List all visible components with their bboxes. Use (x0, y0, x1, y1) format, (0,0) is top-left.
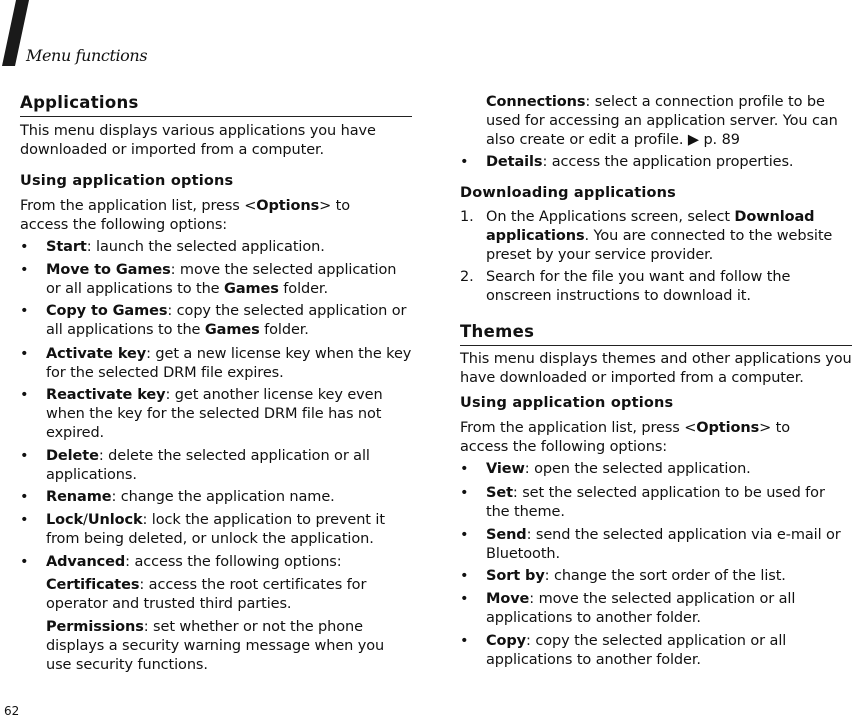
header-title: Menu functions (26, 46, 148, 65)
bullet-icon: • (460, 633, 469, 649)
list-item-advanced: • Advanced: access the following options: (20, 554, 342, 570)
list-item-delete: • Delete: delete the selected application or all applications. (20, 448, 370, 483)
header-bar-decoration (2, 0, 29, 66)
bullet-icon: • (460, 485, 469, 501)
step-2: 2. Search for the file you want and follow the onscreen instructions to download it. (460, 269, 791, 304)
list-item-lock-unlock: • Lock/Unlock: lock the application to prevent it from being deleted, or unlock the application. (20, 512, 385, 547)
app-options-heading: Using application options (20, 173, 234, 189)
bullet-icon: • (20, 262, 29, 278)
step-1: 1. On the Applications screen, select Download applications. You are connected to the website preset by your service provider. (460, 209, 833, 263)
sub-item-permissions: Permissions: set whether or not the phone displays a security warning message when you use security functions. (46, 619, 385, 673)
list-item-set: • Set: set the selected application to be used for the theme. (460, 485, 825, 520)
bullet-icon: • (460, 568, 469, 584)
applications-intro: This menu displays various applications you have downloaded or imported from a computer. (20, 123, 376, 158)
list-item-view: • View: open the selected application. (460, 461, 751, 477)
list-item-rename: • Rename: change the application name. (20, 489, 335, 505)
list-item-move-to-games: • Move to Games: move the selected application or all applications to the Games folder. (20, 262, 397, 297)
theme-options-intro: From the application list, press <Options> to access the following options: (460, 420, 791, 455)
list-item-sort-by: • Sort by: change the sort order of the list. (460, 568, 786, 584)
bullet-icon: • (460, 527, 469, 543)
bullet-icon: • (460, 461, 469, 477)
bullet-icon: • (460, 154, 469, 170)
bullet-icon: • (20, 303, 29, 319)
list-item-start: • Start: launch the selected application. (20, 239, 325, 255)
bullet-icon: • (20, 448, 29, 464)
list-item-activate-key: • Activate key: get a new license key when the key for the selected DRM file expires. (20, 346, 412, 381)
bullet-icon: • (20, 239, 29, 255)
bullet-icon: • (20, 512, 29, 528)
list-item-copy-to-games: • Copy to Games: copy the selected application or all applications to the Games folder. (20, 303, 407, 338)
bullet-icon: • (20, 346, 29, 362)
downloading-heading: Downloading applications (460, 185, 677, 201)
list-item-copy: • Copy: copy the selected application or all applications to another folder. (460, 633, 787, 668)
app-options-intro: From the application list, press <Options> to access the following options: (20, 198, 351, 233)
list-item-send: • Send: send the selected application via e-mail or Bluetooth. (460, 527, 841, 562)
applications-heading: Applications (20, 93, 412, 117)
page-number: 62 (4, 704, 20, 718)
list-item-reactivate-key: • Reactivate key: get another license key even when the key for the selected DRM file has not expired. (20, 387, 383, 441)
bullet-icon: • (20, 489, 29, 505)
theme-options-heading: Using application options (460, 395, 674, 411)
themes-intro: This menu displays themes and other applications you have downloaded or imported from a computer. (460, 351, 852, 386)
bullet-icon: • (460, 591, 469, 607)
themes-heading: Themes (460, 322, 852, 346)
list-item-move: • Move: move the selected application or all applications to another folder. (460, 591, 796, 626)
page-reference-arrow-icon: ▶ p. 89 (687, 132, 740, 148)
sub-item-certificates: Certificates: access the root certificates for operator and trusted third parties. (46, 577, 367, 612)
list-item-details: • Details: access the application properties. (460, 154, 794, 170)
sub-item-connections: Connections: select a connection profile to be used for accessing an application server. You can also create or edit a profile. ▶ p. 89 (486, 94, 838, 148)
bullet-icon: • (20, 387, 29, 403)
bullet-icon: • (20, 554, 29, 570)
